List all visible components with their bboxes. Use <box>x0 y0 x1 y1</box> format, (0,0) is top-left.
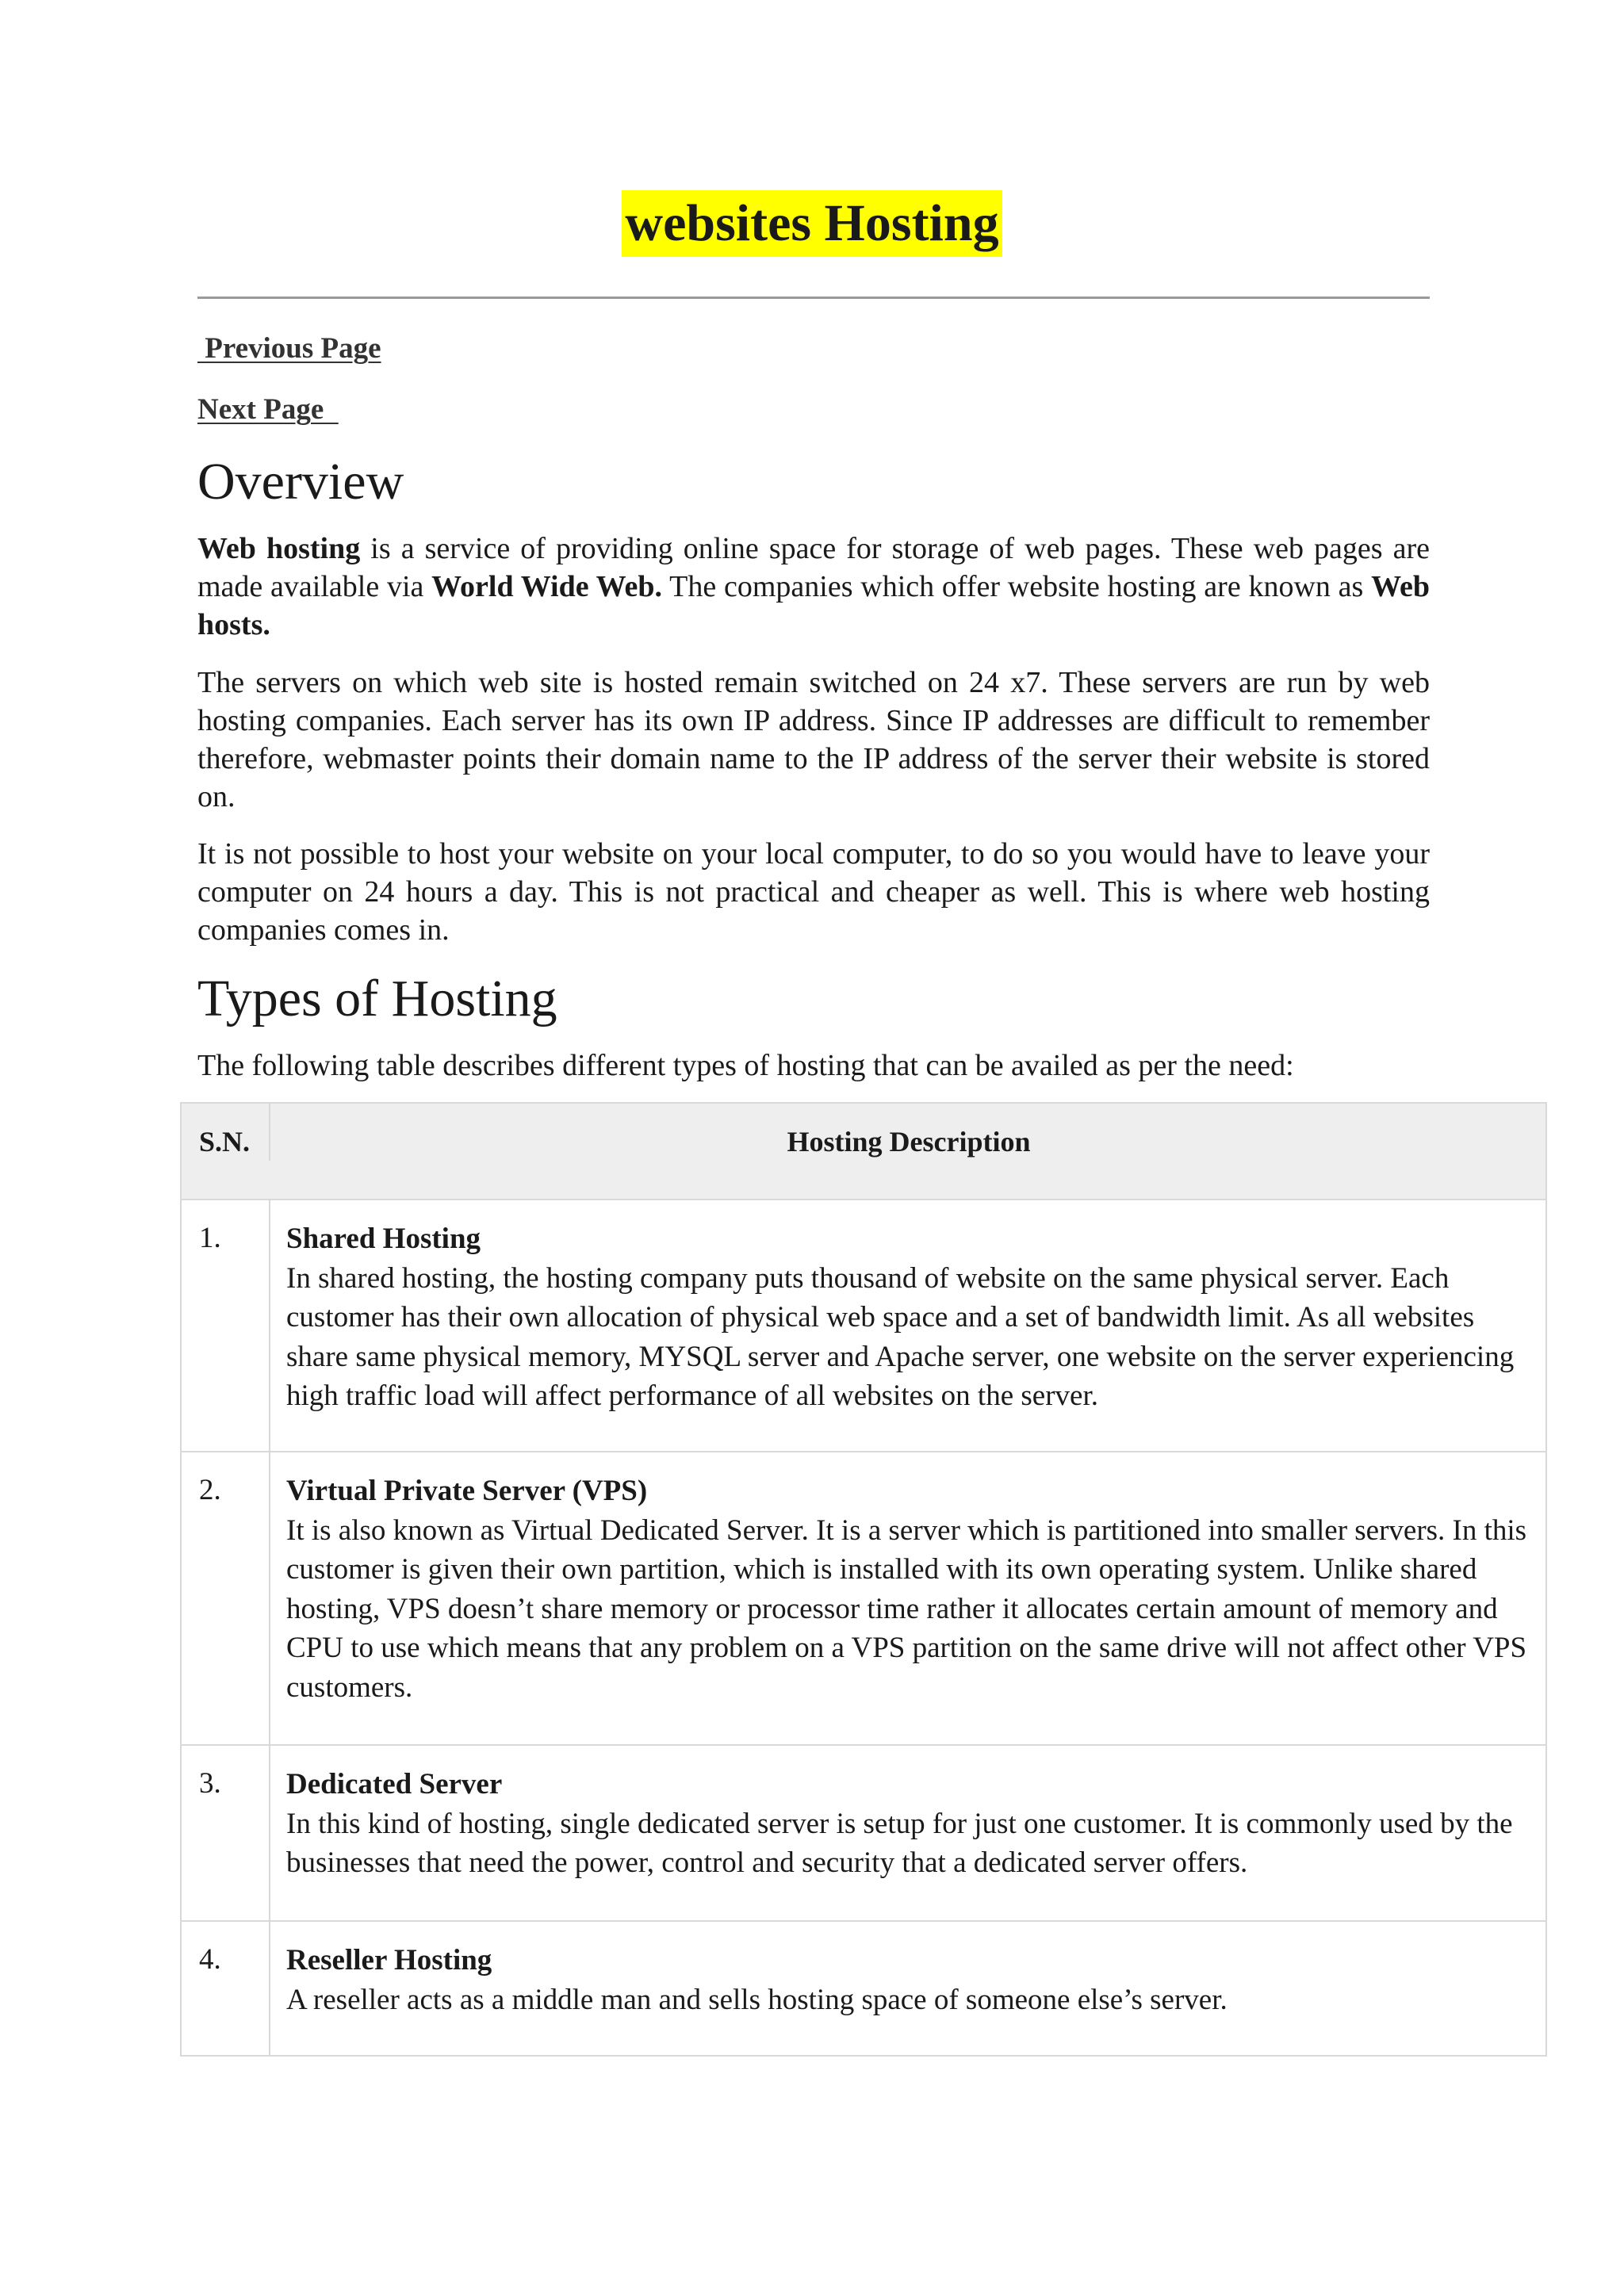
table-row <box>182 1451 1545 1744</box>
row-text: A reseller acts as a middle man and sells hosting space of someone else’s server. <box>286 1983 1228 2016</box>
table-row <box>182 1920 1545 2055</box>
row-description <box>270 1452 1545 1744</box>
table-row <box>182 1744 1545 1920</box>
header-description: Hosting Description <box>787 1126 1031 1158</box>
table-header-row <box>182 1104 1545 1199</box>
row-title: Dedicated Server <box>286 1768 503 1800</box>
row-sn: 3. <box>182 1746 270 1920</box>
overview-paragraph-2: The servers on which web site is hosted remain switched on 24 x7. These servers are run by web hosting companies. Each server has its own IP address. Since IP addresses are difficult to remember therefore, webmaster points their domain name to the IP address of the server their website is stored on. <box>197 666 1430 813</box>
row-description <box>270 1200 1545 1451</box>
row-description <box>270 1922 1545 2055</box>
hosting-types-table <box>180 1102 1547 2057</box>
term-world-wide-web: World Wide Web. <box>431 570 663 603</box>
title-container <box>0 190 1624 257</box>
term-web-hosts: Web hosts. <box>197 570 1430 641</box>
row-sn: 1. <box>182 1200 270 1451</box>
row-text: In this kind of hosting, single dedicated server is setup for just one customer. It is commonly used by the businesses that need the power, control and security that a dedicated server offers. <box>286 1807 1513 1879</box>
page-title: websites Hosting <box>622 190 1002 257</box>
row-sn: 4. <box>182 1922 270 2055</box>
overview-paragraph-3: It is not possible to host your website on your local computer, to do so you would have to leave your computer on 24 hours a day. This is not practical and cheaper as well. This is where web hosting companies comes in. <box>197 837 1430 947</box>
overview-paragraph-1 <box>197 530 1430 644</box>
previous-page-link[interactable]: Previous Page <box>197 332 381 365</box>
next-page-link[interactable]: Next Page <box>197 393 339 426</box>
header-sn: S.N. <box>182 1104 270 1161</box>
row-sn: 2. <box>182 1452 270 1744</box>
types-heading: Types of Hosting <box>197 970 557 1027</box>
row-title: Reseller Hosting <box>286 1944 492 1976</box>
p1-text-2: The companies which offer website hosting are known as <box>662 570 1372 603</box>
table-row <box>182 1199 1545 1451</box>
row-description <box>270 1746 1545 1920</box>
title-divider <box>197 297 1430 299</box>
row-title: Shared Hosting <box>286 1223 481 1255</box>
p1-text-1: is a service of providing online space for storage of web pages. These web pages are made available via <box>197 532 1431 603</box>
types-intro: The following table describes different types of hosting that can be availed as per the need: <box>197 1049 1294 1082</box>
row-text: In shared hosting, the hosting company puts thousand of website on the same physical server. Each customer has their own allocation of physical web space and a set of bandwidth limit. As all websites share same physical memory, MYSQL server and Apache server, one website on the server experiencing high traffic load will affect performance of all websites on the server. <box>286 1261 1515 1412</box>
row-text: It is also known as Virtual Dedicated Server. It is a server which is partitioned into smaller servers. In this customer is given their own partition, which is installed with its own operating system. Unlike shared hosting, VPS doesn’t share memory or processor time rather it allocates certain amount of memory and CPU to use which means that any problem on a VPS partition on the same drive will not affect other VPS customers. <box>286 1513 1527 1704</box>
term-web-hosting: Web hosting <box>197 532 361 565</box>
overview-heading: Overview <box>197 453 404 511</box>
row-title: Virtual Private Server (VPS) <box>286 1475 648 1507</box>
